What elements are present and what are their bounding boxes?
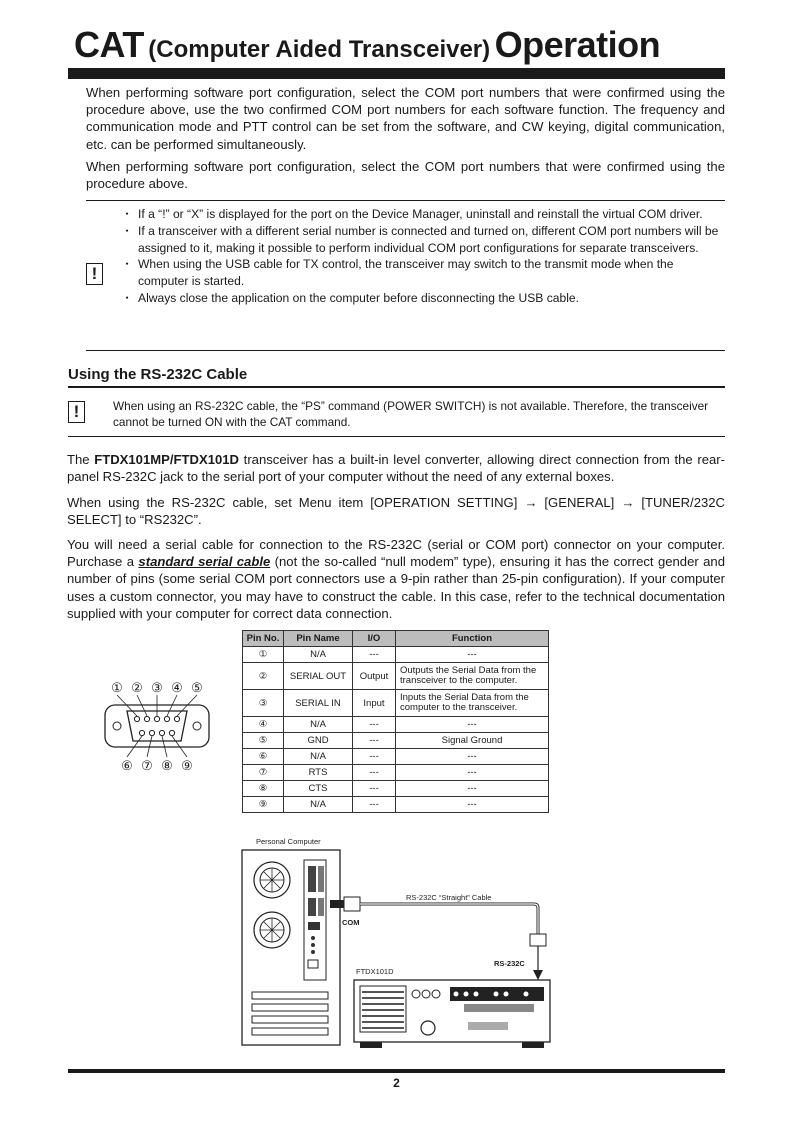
rs232c-label: RS-232C <box>494 959 525 968</box>
note-item: ・ If a “!” or “X” is displayed for the port on the Device Manager, uninstall and reinstall the virtual COM driver. <box>126 206 719 223</box>
pin-function: --- <box>396 717 549 733</box>
serial-cable-paragraph <box>67 536 725 622</box>
pin-name: GND <box>284 733 353 749</box>
table-row <box>243 765 549 781</box>
pin-name: SERIAL IN <box>284 690 353 717</box>
table-header-row <box>243 631 549 647</box>
connection-diagram <box>238 832 558 1054</box>
table-row <box>243 749 549 765</box>
pin-function: Signal Ground <box>396 733 549 749</box>
pin-io: --- <box>353 733 396 749</box>
page-number: 2 <box>393 1076 400 1090</box>
pin-io: --- <box>353 749 396 765</box>
pin-number: ⑧ <box>243 781 284 797</box>
table-row <box>243 797 549 813</box>
pin-assignment-table <box>242 630 549 813</box>
com-label: COM <box>342 918 360 927</box>
pin-number: ③ <box>243 690 284 717</box>
pin-function: Outputs the Serial Data from the transceiver to the computer. <box>396 663 549 690</box>
title-subtitle: (Computer Aided Transceiver) <box>148 36 491 63</box>
pin-name: N/A <box>284 647 353 663</box>
intro-paragraph-1: When performing software port configuration, select the COM port numbers that were confirmed using the procedure above, use the two confirmed COM port numbers for each software function. The frequency and communication mode and PTT control can be set from the software, and CW keying, digital communication, etc. can be performed simultaneously. <box>86 85 725 152</box>
pin-name: SERIAL OUT <box>284 663 353 690</box>
note-item: ・ If a transceiver with a different serial number is connected and turned on, different COM port numbers will be assigned to it, making it possible to perform individual COM port configurations for separate transceivers. <box>126 223 719 257</box>
caution-icon: ! <box>68 401 85 423</box>
column-header: I/O <box>353 631 396 647</box>
pin-io: --- <box>353 781 396 797</box>
pin-number: ④ <box>243 717 284 733</box>
pin-io: --- <box>353 647 396 663</box>
footer-rule <box>68 1069 725 1073</box>
column-header: Pin Name <box>284 631 353 647</box>
title-rule <box>68 68 725 79</box>
pin-number: ② <box>243 663 284 690</box>
pin-name: N/A <box>284 717 353 733</box>
table-row <box>243 690 549 717</box>
pin-number: ⑤ <box>243 733 284 749</box>
pin-function: --- <box>396 797 549 813</box>
pin-name: N/A <box>284 797 353 813</box>
page-title <box>74 24 724 66</box>
pc-label: Personal Computer <box>256 837 321 846</box>
caution-icon: ! <box>86 263 103 285</box>
pin-function: --- <box>396 749 549 765</box>
db9-connector-diagram <box>103 675 213 775</box>
pin-number: ⑨ <box>243 797 284 813</box>
converter-text-post: transceiver has a built-in level converter, allowing direct connection from the rear-panel RS-232C jack to the serial port of your computer without the need of any external boxes. <box>67 452 725 485</box>
pin-function: --- <box>396 781 549 797</box>
pin-label: ④ <box>171 680 183 695</box>
cable-label: RS-232C “Straight” Cable <box>406 893 492 902</box>
table-row <box>243 663 549 690</box>
transceiver-icon <box>354 980 550 1048</box>
pin-label: ⑦ <box>141 758 153 773</box>
radio-label: FTDX101D <box>356 967 394 976</box>
serial-cable-text-post: (not the so-called “null modem” type), ensuring it has the correct gender and number of pins (some serial COM port connectors use a 9-pin rather than 25-pin configuration). If your computer uses a custom connector, you may have to construct the cable. In this case, refer to the technical documentation supplied with your computer for correct data connection. <box>67 554 725 621</box>
pin-io: --- <box>353 717 396 733</box>
table-row <box>243 647 549 663</box>
converter-text-pre: The <box>67 452 95 467</box>
pin-label: ① <box>111 680 123 695</box>
pin-number: ⑥ <box>243 749 284 765</box>
section-heading-rule <box>68 386 725 388</box>
table-row <box>243 781 549 797</box>
title-cat: CAT <box>74 24 144 65</box>
pin-function: --- <box>396 647 549 663</box>
intro-paragraph-2: When performing software port configuration, select the COM port numbers that were confirmed using the procedure above. <box>86 159 725 192</box>
pin-label: ③ <box>151 680 163 695</box>
pin-label: ⑧ <box>161 758 173 773</box>
standard-serial-cable-emphasis: standard serial cable <box>138 554 271 570</box>
pin-io: Output <box>353 663 396 690</box>
table-row <box>243 733 549 749</box>
pin-number: ⑦ <box>243 765 284 781</box>
title-operation: Operation <box>494 24 661 65</box>
pin-name: RTS <box>284 765 353 781</box>
pin-io: --- <box>353 797 396 813</box>
caution-note-box <box>86 200 725 351</box>
pin-io: Input <box>353 690 396 717</box>
note-item: ・ When using the USB cable for TX control, the transceiver may switch to the transmit mode when the computer is started. <box>126 256 719 290</box>
pin-name: N/A <box>284 749 353 765</box>
pin-label: ⑤ <box>191 680 203 695</box>
pin-name: CTS <box>284 781 353 797</box>
pin-function: Inputs the Serial Data from the computer to the transceiver. <box>396 690 549 717</box>
pin-label: ⑨ <box>181 758 193 773</box>
menu-setting-paragraph: When using the RS-232C cable, set Menu item [OPERATION SETTING] → [GENERAL] → [TUNER/232C SELECT] to “RS232C”. <box>67 495 725 528</box>
pin-function: --- <box>396 765 549 781</box>
pin-io: --- <box>353 765 396 781</box>
column-header: Pin No. <box>243 631 284 647</box>
personal-computer-icon <box>242 850 340 1045</box>
model-name: FTDX101MP/FTDX101D <box>94 452 240 467</box>
rs232c-caution-text: When using an RS-232C cable, the “PS” command (POWER SWITCH) is not available. Therefore, the transceiver cannot be turned ON with the CAT command. <box>113 399 709 429</box>
converter-paragraph <box>67 451 725 485</box>
pin-label: ⑥ <box>121 758 133 773</box>
caution-note-list <box>126 206 719 307</box>
section-heading: Using the RS-232C Cable <box>68 366 248 383</box>
table-row <box>243 717 549 733</box>
pin-label: ② <box>131 680 143 695</box>
pin-number: ① <box>243 647 284 663</box>
rs232c-caution-note <box>68 393 725 437</box>
note-item: ・ Always close the application on the computer before disconnecting the USB cable. <box>126 290 719 307</box>
column-header: Function <box>396 631 549 647</box>
serial-cable-text-pre: You will need a serial cable for connection to the RS-232C (serial or COM port) connector on your computer. Purchase a <box>67 537 725 570</box>
